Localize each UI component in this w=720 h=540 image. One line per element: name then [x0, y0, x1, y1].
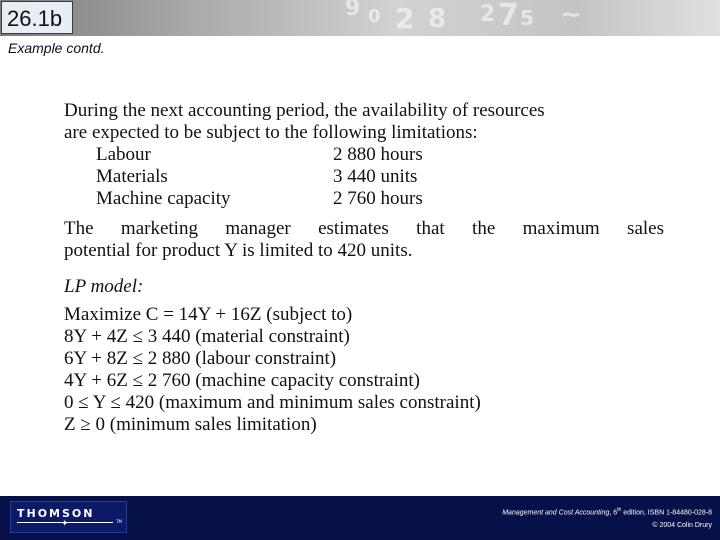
header-digit: 5 [520, 6, 534, 30]
edition-sup: th [617, 507, 622, 513]
slide-subtitle: Example contd. [8, 40, 105, 56]
header-digit: 2 [395, 2, 415, 35]
lp-model [64, 276, 664, 436]
lp-line: 6Y + 8Z ≤ 2 880 (labour constraint) [64, 348, 337, 369]
slide-content [64, 100, 664, 436]
copyright: © 2004 Colin Drury [652, 522, 712, 530]
intro-line: During the next accounting period, the availability of resources [64, 100, 545, 121]
header-digit: 7 [498, 0, 519, 33]
resource-row [64, 188, 664, 210]
resource-name: Machine capacity [96, 188, 231, 209]
header-digit: ~ [560, 0, 582, 30]
book-title: Management and Cost Accounting [502, 509, 610, 517]
thomson-logo [10, 501, 127, 533]
footer-bar [0, 496, 720, 540]
resource-list [64, 144, 664, 210]
edition-prefix: , 6 [609, 509, 618, 517]
footer-citation [502, 504, 712, 532]
header-band [0, 0, 720, 36]
header-digit: 0 [368, 6, 381, 27]
resource-amount: 2 880 hours [333, 144, 423, 165]
header-digit: 9 [345, 0, 361, 21]
lp-line: 4Y + 6Z ≤ 2 760 (machine capacity constraint) [64, 370, 420, 391]
header-digit: 2 [480, 2, 496, 27]
logo-text: THOMSON [17, 507, 95, 520]
resource-row [64, 166, 664, 188]
marketing-line: potential for product Y is limited to 420 units. [64, 240, 413, 261]
lp-line: 0 ≤ Y ≤ 420 (maximum and minimum sales constraint) [64, 392, 481, 413]
lp-heading: LP model: [64, 276, 144, 297]
star-icon: ✦ [61, 518, 69, 528]
lp-line: 8Y + 4Z ≤ 3 440 (material constraint) [64, 326, 350, 347]
slide-number: 26.1b [1, 1, 73, 34]
resource-amount: 2 760 hours [333, 188, 423, 209]
marketing-paragraph [64, 218, 664, 262]
resource-row [64, 144, 664, 166]
lp-line: Maximize C = 14Y + 16Z (subject to) [64, 304, 353, 325]
lp-line: Z ≥ 0 (minimum sales limitation) [64, 414, 317, 435]
intro-line: are expected to be subject to the following limitations: [64, 122, 478, 143]
resource-amount: 3 440 units [333, 166, 418, 187]
logo-trademark: TM [116, 519, 122, 524]
marketing-line: The marketing manager estimates that the maximum sales [64, 218, 664, 239]
resource-name: Materials [96, 166, 168, 187]
citation-line [502, 504, 712, 519]
edition-rest: edition, ISBN 1-84480-028-8 [621, 509, 712, 517]
header-digit: 8 [428, 4, 447, 34]
resource-name: Labour [96, 144, 151, 165]
